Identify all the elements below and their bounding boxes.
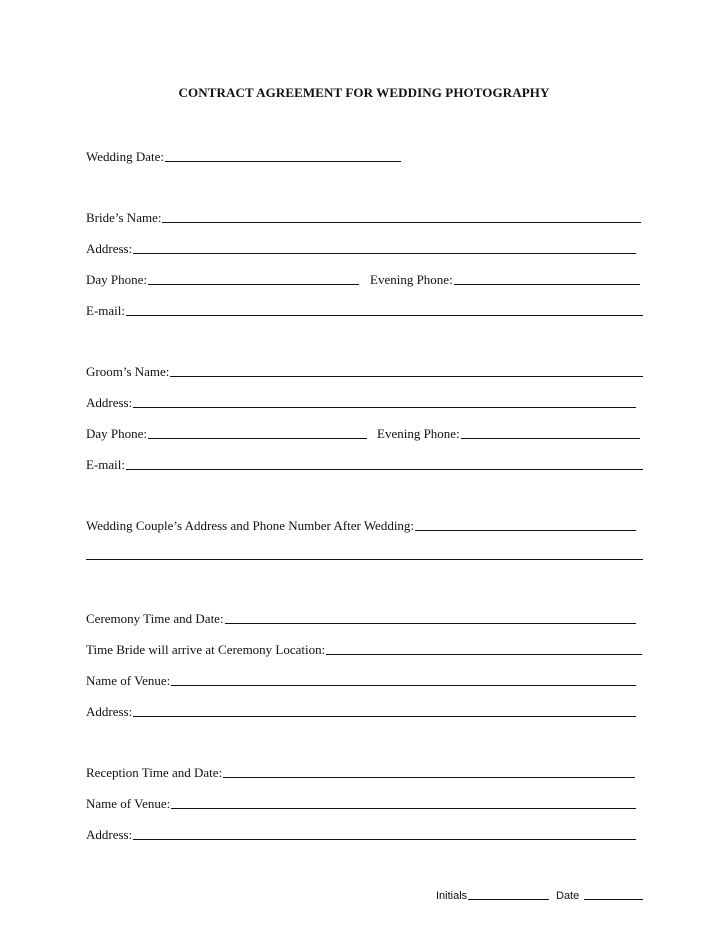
reception-time-date-field[interactable] <box>86 762 635 780</box>
groom-name-line[interactable] <box>170 376 643 377</box>
bride-day-phone-label: Day Phone: <box>86 272 148 287</box>
bride-email-field[interactable] <box>86 300 643 318</box>
ceremony-time-date-label: Ceremony Time and Date: <box>86 611 224 626</box>
wedding-date-label: Wedding Date: <box>86 149 165 164</box>
ceremony-time-date-field[interactable] <box>86 608 636 626</box>
bride-evening-phone-field[interactable] <box>370 269 640 287</box>
couple-after-wedding-field[interactable] <box>86 515 636 533</box>
ceremony-time-date-line[interactable] <box>225 623 636 624</box>
groom-address-label: Address: <box>86 395 133 410</box>
bride-day-phone-field[interactable] <box>86 269 359 287</box>
groom-day-phone-label: Day Phone: <box>86 426 148 441</box>
bride-address-field[interactable] <box>86 238 636 256</box>
reception-venue-line[interactable] <box>171 808 636 809</box>
ceremony-address-line[interactable] <box>133 716 636 717</box>
reception-address-line[interactable] <box>133 839 636 840</box>
bride-address-label: Address: <box>86 241 133 256</box>
ceremony-address-field[interactable] <box>86 701 636 719</box>
bride-email-line[interactable] <box>126 315 643 316</box>
groom-day-phone-line[interactable] <box>148 438 367 439</box>
groom-address-line[interactable] <box>133 407 636 408</box>
footer-date-label: Date <box>556 890 580 902</box>
bride-evening-phone-label: Evening Phone: <box>370 272 453 287</box>
couple-after-wedding-label: Wedding Couple’s Address and Phone Number After Wedding: <box>86 518 415 533</box>
groom-evening-phone-label: Evening Phone: <box>377 426 460 441</box>
wedding-date-line[interactable] <box>165 161 401 162</box>
groom-name-field[interactable] <box>86 361 643 379</box>
ceremony-venue-field[interactable] <box>86 670 636 688</box>
ceremony-venue-label: Name of Venue: <box>86 673 171 688</box>
bride-name-field[interactable] <box>86 207 641 225</box>
footer-date-field[interactable] <box>556 884 643 902</box>
groom-email-label: E-mail: <box>86 457 125 472</box>
groom-name-label: Groom’s Name: <box>86 364 170 379</box>
bride-evening-phone-line[interactable] <box>454 284 640 285</box>
reception-time-date-line[interactable] <box>223 777 635 778</box>
reception-address-label: Address: <box>86 827 133 842</box>
groom-address-field[interactable] <box>86 392 636 410</box>
bride-arrival-time-field[interactable] <box>86 639 642 657</box>
groom-evening-phone-line[interactable] <box>461 438 640 439</box>
groom-evening-phone-field[interactable] <box>377 423 640 441</box>
bride-arrival-time-label: Time Bride will arrive at Ceremony Location: <box>86 642 326 657</box>
bride-name-label: Bride’s Name: <box>86 210 162 225</box>
initials-field[interactable] <box>436 884 549 902</box>
couple-after-wedding-line[interactable] <box>415 530 636 531</box>
reception-time-date-label: Reception Time and Date: <box>86 765 223 780</box>
couple-after-wedding-extra-line[interactable] <box>86 559 643 560</box>
ceremony-address-label: Address: <box>86 704 133 719</box>
document-title: CONTRACT AGREEMENT FOR WEDDING PHOTOGRAPHY <box>178 85 550 100</box>
bride-address-line[interactable] <box>133 253 636 254</box>
groom-email-line[interactable] <box>126 469 643 470</box>
reception-address-field[interactable] <box>86 824 636 842</box>
bride-name-line[interactable] <box>162 222 641 223</box>
bride-day-phone-line[interactable] <box>148 284 359 285</box>
initials-line[interactable] <box>468 899 549 900</box>
ceremony-venue-line[interactable] <box>171 685 636 686</box>
groom-day-phone-field[interactable] <box>86 423 367 441</box>
wedding-date-field[interactable] <box>86 146 401 164</box>
groom-email-field[interactable] <box>86 454 643 472</box>
reception-venue-label: Name of Venue: <box>86 796 171 811</box>
bride-email-label: E-mail: <box>86 303 125 318</box>
initials-label: Initials <box>436 890 468 902</box>
footer-date-line[interactable] <box>584 899 643 900</box>
reception-venue-field[interactable] <box>86 793 636 811</box>
bride-arrival-time-line[interactable] <box>326 654 642 655</box>
